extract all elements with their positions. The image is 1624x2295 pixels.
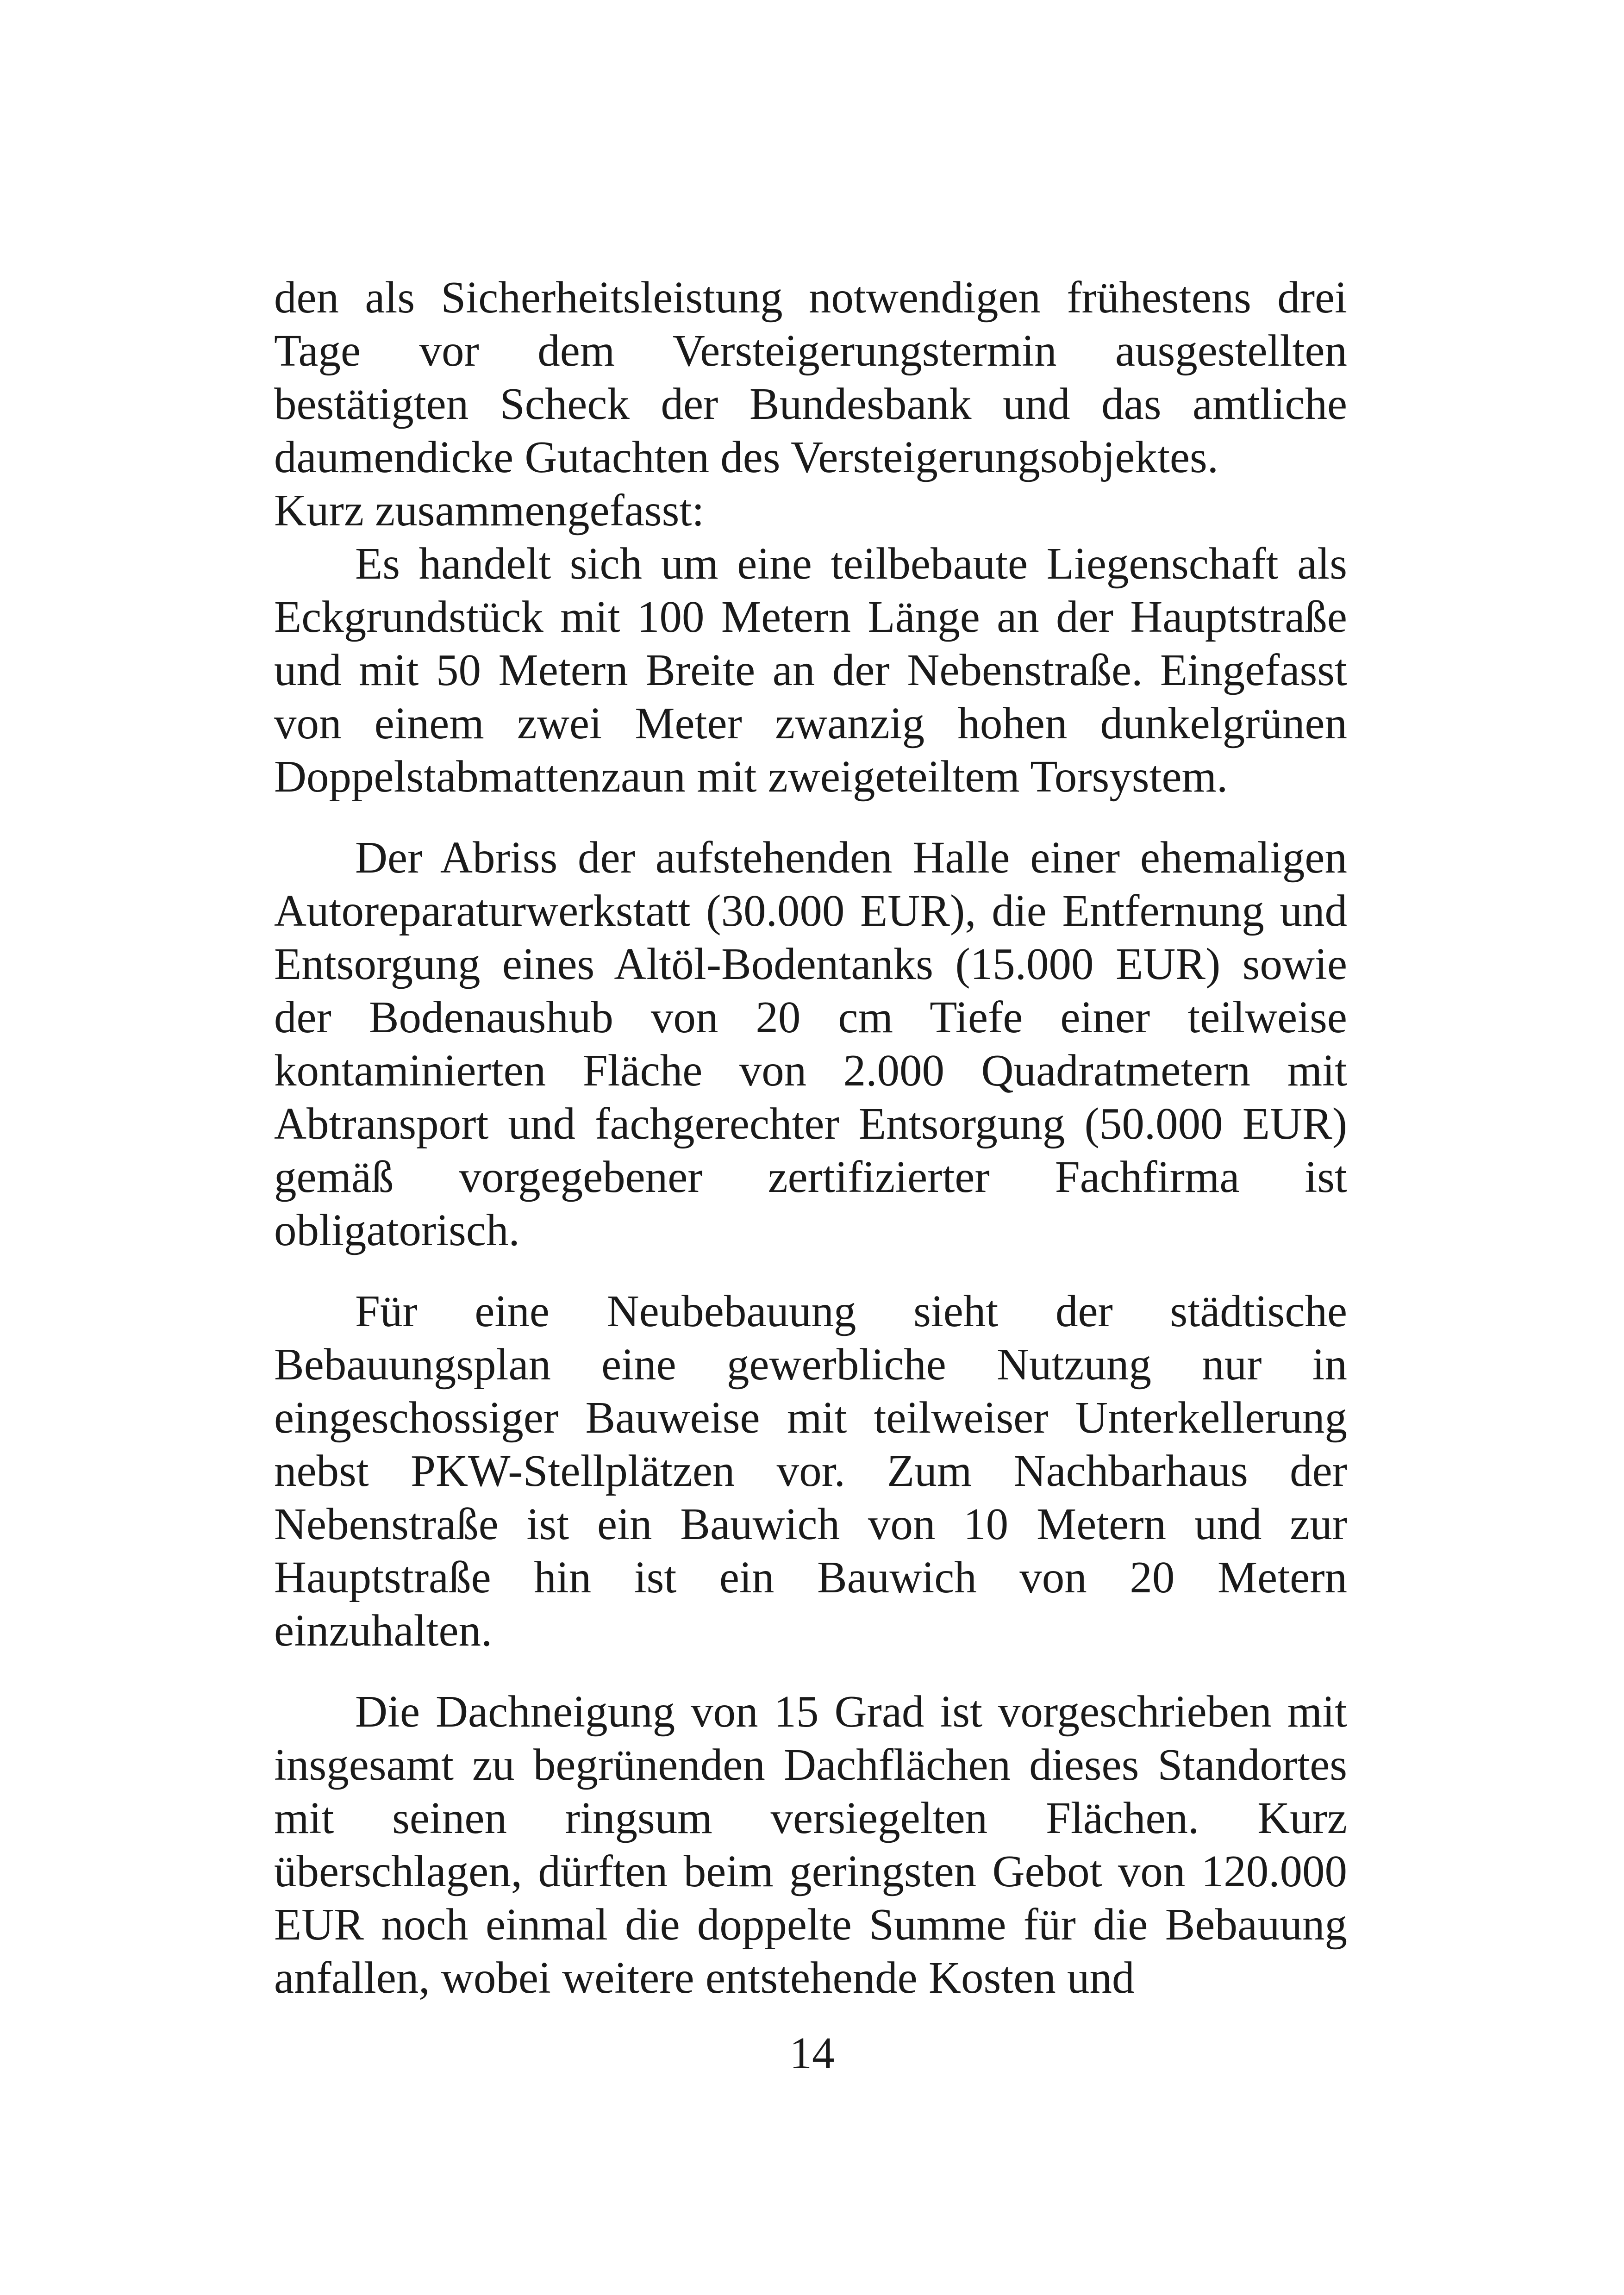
text-line: und mit 50 Metern Breite an der Nebenstraße. Eingefasst (274, 645, 1347, 695)
text-line: kontaminierten Fläche von 2.000 Quadratmetern mit (274, 1046, 1347, 1095)
text-line: anfallen, wobei weitere entstehende Kosten und (274, 1953, 1135, 2002)
text-line: Autoreparaturwerkstatt (30.000 EUR), die Entfernung und (274, 886, 1347, 935)
text-line: nebst PKW-Stellplätzen vor. Zum Nachbarhaus der (274, 1446, 1347, 1496)
text-line: obligatorisch. (274, 1205, 520, 1255)
text-line: den als Sicherheitsleistung notwendigen frühestens drei (274, 273, 1347, 322)
text-line: Entsorgung eines Altöl-Bodentanks (15.000 EUR) sowie (274, 939, 1347, 989)
text-line: Nebenstraße ist ein Bauwich von 10 Metern und zur (274, 1499, 1347, 1549)
text-line: Die Dachneigung von 15 Grad ist vorgeschrieben mit (355, 1687, 1347, 1736)
page-number: 14 (789, 2028, 835, 2078)
text-line: Doppelstabmattenzaun mit zweigeteiltem Torsystem. (274, 752, 1228, 801)
text-line: mit seinen ringsum versiegelten Flächen. Kurz (274, 1793, 1347, 1843)
text-line: Kurz zusammengefasst: (274, 486, 705, 535)
text-line: insgesamt zu begrünenden Dachflächen dieses Standortes (274, 1740, 1347, 1790)
text-line: gemäß vorgegebener zertifizierter Fachfirma ist (274, 1152, 1347, 1202)
body-text (274, 271, 1347, 2004)
text-line: von einem zwei Meter zwanzig hohen dunkelgrünen (274, 698, 1347, 748)
text-line: Hauptstraße hin ist ein Bauwich von 20 Metern (274, 1553, 1347, 1602)
text-line: einzuhalten. (274, 1606, 493, 1655)
text-line: Abtransport und fachgerechter Entsorgung (50.000 EUR) (274, 1099, 1347, 1148)
text-line: überschlagen, dürften beim geringsten Gebot von 120.000 (274, 1846, 1347, 1896)
text-line: Es handelt sich um eine teilbebaute Liegenschaft als (355, 539, 1347, 588)
text-line: der Bodenaushub von 20 cm Tiefe einer teilweise (274, 992, 1347, 1042)
text-line: Der Abriss der aufstehenden Halle einer ehemaligen (355, 833, 1347, 882)
text-line: EUR noch einmal die doppelte Summe für die Bebauung (274, 1900, 1347, 1949)
text-line: Tage vor dem Versteigerungstermin ausgestellten (274, 326, 1347, 375)
text-line: Eckgrundstück mit 100 Metern Länge an der Hauptstraße (274, 592, 1347, 642)
text-line: eingeschossiger Bauweise mit teilweiser Unterkellerung (274, 1393, 1347, 1442)
text-line: bestätigten Scheck der Bundesbank und das amtliche (274, 379, 1347, 429)
text-line: Bebauungsplan eine gewerbliche Nutzung nur in (274, 1340, 1347, 1389)
text-line: daumendicke Gutachten des Versteigerungsobjektes. (274, 432, 1218, 482)
text-line: Für eine Neubebauung sieht der städtische (355, 1286, 1347, 1336)
